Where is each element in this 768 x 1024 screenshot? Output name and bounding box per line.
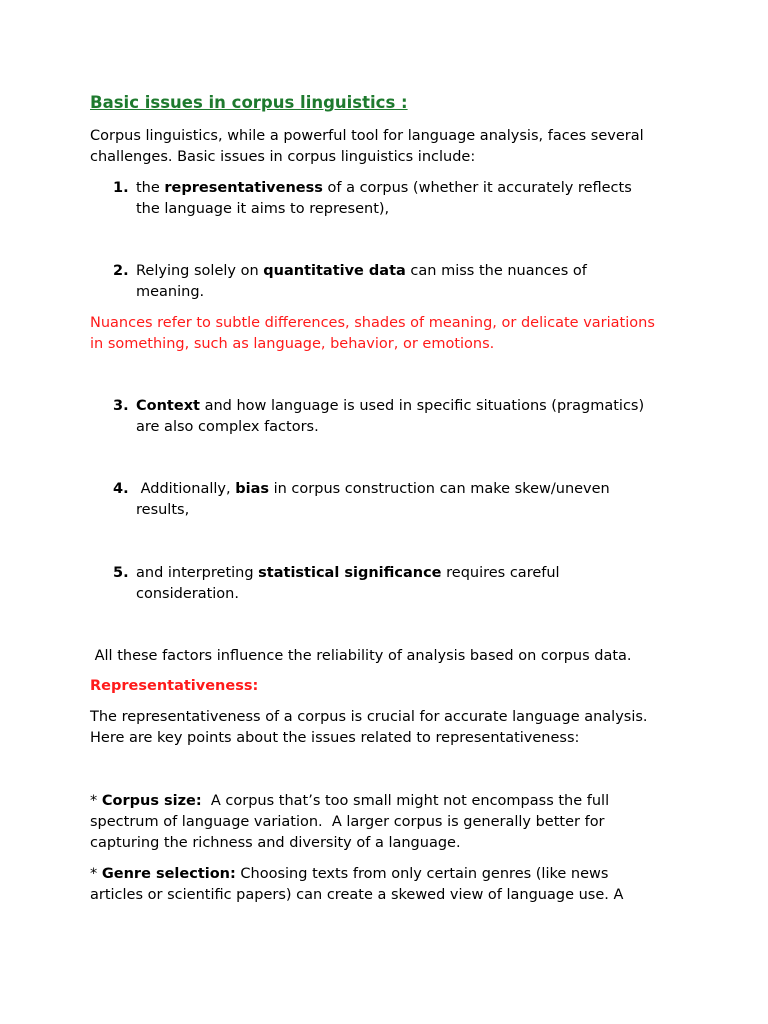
summary-text: All these factors influence the reliability of analysis based on corpus data. [90,648,632,664]
intro-line-1: Corpus linguistics, while a powerful tool for language analysis, faces several [90,128,644,144]
list-item-number: 2. [113,263,129,279]
list-item-1-line-1: the representativeness of a corpus (whether it accurately reflects [136,180,632,196]
list-item-2-line-1: Relying solely on quantitative data can miss the nuances of [136,263,587,279]
list-item-number: 5. [113,565,129,581]
rep-intro-line-2: Here are key points about the issues related to representativeness: [90,730,580,746]
list-item-2-line-2: meaning. [136,284,205,300]
genre-selection-line-1: * Genre selection: Choosing texts from only certain genres (like news [90,866,609,882]
list-item-1-line-2: the language it aims to represent), [136,201,390,217]
list-item-5-line-2: consideration. [136,586,239,602]
genre-selection-line-2: articles or scientific papers) can create a skewed view of language use. A [90,887,624,903]
corpus-size-line-1: * Corpus size: A corpus that’s too small might not encompass the full [90,793,610,809]
intro-line-2: challenges. Basic issues in corpus linguistics include: [90,149,476,165]
list-item-3-line-2: are also complex factors. [136,419,319,435]
section-heading-representativeness: Representativeness: [90,678,259,694]
list-item-number: 4. [113,481,129,497]
page-title: Basic issues in corpus linguistics : [90,93,408,112]
list-item-4-line-2: results, [136,502,190,518]
list-item-5-line-1: and interpreting statistical significance requires careful [136,565,560,581]
list-item-4-line-1: Additionally, bias in corpus construction can make skew/uneven [136,481,610,497]
list-item-3-line-1: Context and how language is used in specific situations (pragmatics) [136,398,645,414]
nuances-note-line-1: Nuances refer to subtle differences, shades of meaning, or delicate variations [90,315,655,331]
list-item-number: 1. [113,180,129,196]
corpus-size-line-3: capturing the richness and diversity of a language. [90,835,461,851]
corpus-size-line-2: spectrum of language variation. A larger corpus is generally better for [90,814,605,830]
list-item-number: 3. [113,398,129,414]
nuances-note-line-2: in something, such as language, behavior, or emotions. [90,336,495,352]
rep-intro-line-1: The representativeness of a corpus is crucial for accurate language analysis. [90,709,648,725]
